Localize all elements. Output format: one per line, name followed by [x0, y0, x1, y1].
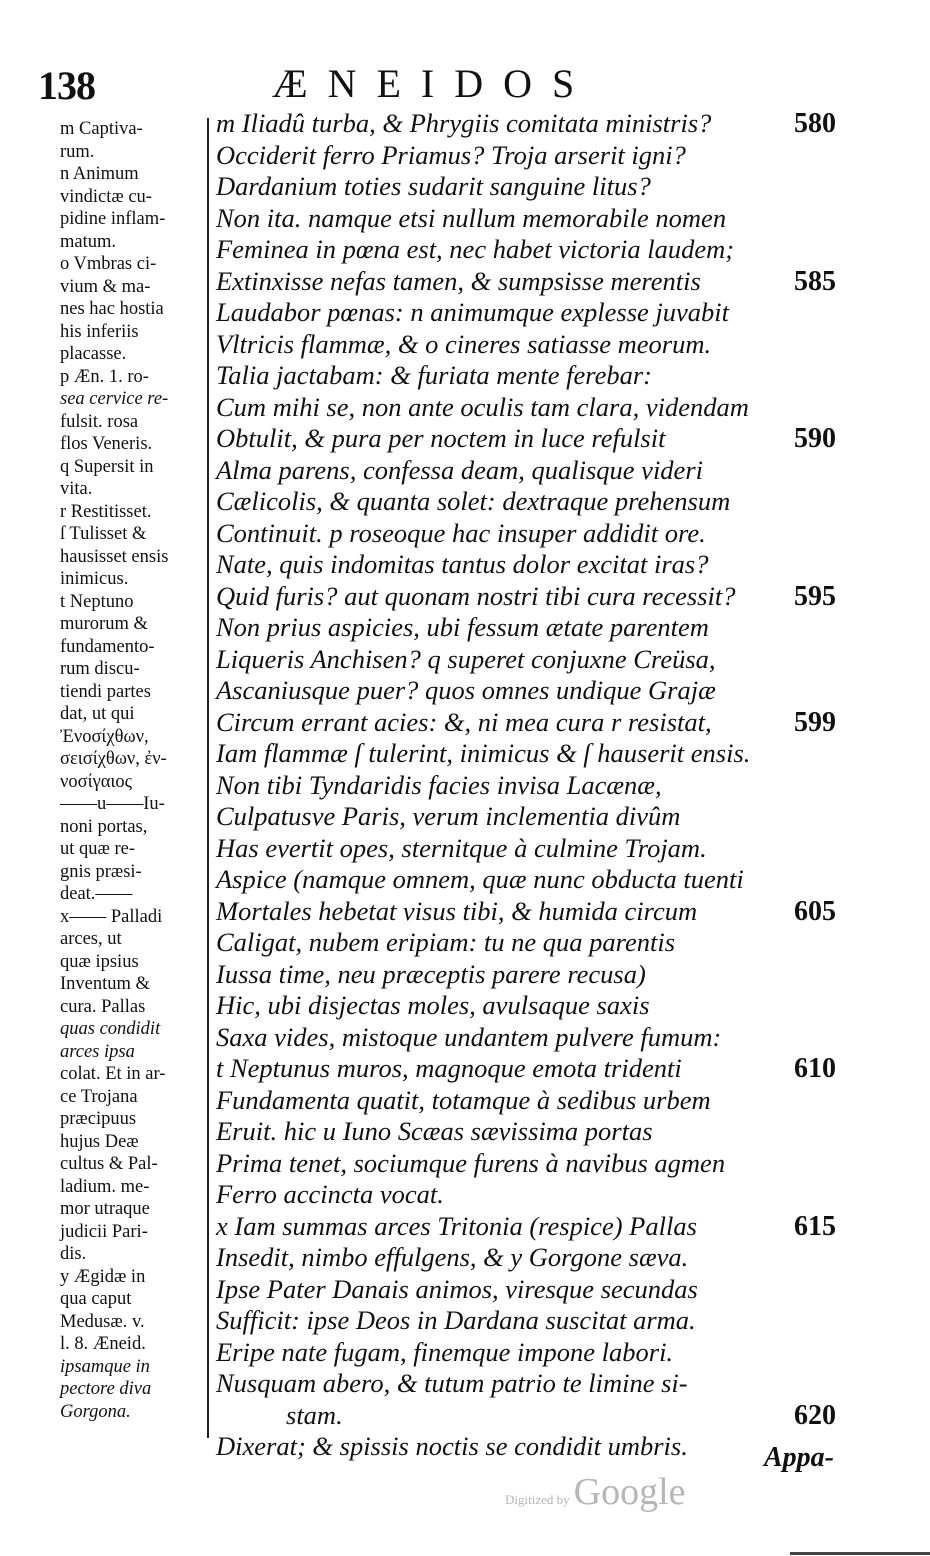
line-number [836, 1305, 846, 1337]
line-number [836, 360, 846, 392]
line-number [836, 1274, 846, 1306]
verse-line [216, 1053, 846, 1085]
verse-text: Nate, quis indomitas tantus dolor excitat iras? [216, 549, 709, 579]
line-number [836, 486, 846, 518]
margin-note-line: hausisset ensis [60, 546, 169, 567]
margin-note-line: x—— Palladi [60, 906, 163, 927]
verse-line [216, 1400, 846, 1432]
margin-note-line: vita. [60, 479, 93, 499]
margin-note-line: ipsamque in [60, 1356, 150, 1377]
bottom-edge-rule [790, 1552, 930, 1555]
verse-column [216, 108, 846, 1463]
verse-line [216, 1368, 846, 1400]
verse-text: Quid furis? aut quonam nostri tibi cura recessit? [216, 580, 736, 611]
margin-note-line: flos Veneris. [60, 434, 153, 454]
margin-note-line: r Restitisset. [60, 501, 152, 522]
margin-note-line: p Æn. 1. ro- [60, 366, 149, 387]
margin-note-line: fundamento- [60, 636, 155, 657]
margin-note-line: νοσίγαιος [60, 771, 132, 792]
verse-text: Laudabor pœnas: n animumque explesse juvabit [216, 297, 730, 327]
verse-text: Obtulit, & pura per noctem in luce refulsit [216, 423, 666, 453]
verse-line [216, 455, 846, 487]
verse-text: Alma parens, confessa deam, qualisque videri [216, 454, 703, 485]
verse-line [216, 896, 846, 928]
verse-line [216, 1085, 846, 1117]
margin-note-line: ladium. me- [60, 1176, 150, 1197]
margin-note-line: sea cervice re- [60, 389, 169, 409]
verse-text: Aspice (namque omnem, quæ nunc obducta tuenti [216, 864, 744, 894]
margin-note-line: l. 8. Æneid. [60, 1334, 146, 1354]
line-number [836, 1242, 846, 1274]
line-number [836, 959, 846, 991]
line-number [836, 392, 846, 424]
margin-note-line: noni portas, [60, 816, 148, 837]
verse-text: Iam flammæ ſ tulerint, inimicus & ſ hauserit ensis. [216, 738, 751, 768]
line-number [836, 455, 846, 487]
line-number: 605 [794, 895, 836, 927]
margin-note-line: t Neptuno [60, 591, 134, 612]
margin-note-line: n Animum [60, 164, 139, 184]
verse-line [216, 549, 846, 581]
margin-note-line: cultus & Pal- [60, 1154, 158, 1174]
margin-note-line: pidine inflam- [60, 209, 166, 229]
verse-line [216, 707, 846, 739]
verse-text: Cælicolis, & quanta solet: dextraque prehensum [216, 486, 731, 516]
margin-note-line: quas condidit [60, 1019, 161, 1039]
verse-line [216, 486, 846, 518]
line-number [836, 864, 846, 896]
verse-text: Mortales hebetat visus tibi, & humida circum [216, 895, 698, 926]
margin-note-line: Gorgona. [60, 1401, 131, 1422]
verse-line [216, 612, 846, 644]
verse-text: Non ita. namque etsi nullum memorabile nomen [216, 202, 727, 233]
margin-note-line: pectore diva [60, 1379, 152, 1399]
verse-line [216, 1337, 846, 1369]
verse-text: Iussa time, neu præceptis parere recusa) [216, 958, 646, 989]
verse-line [216, 234, 846, 266]
line-number: 595 [794, 580, 836, 612]
line-number: 590 [794, 423, 836, 454]
margin-note-line: dat, ut qui [60, 704, 135, 724]
verse-text: Ipse Pater Danais animos, viresque secundas [216, 1273, 698, 1304]
margin-note-line: Ἐνοσίχθων, [60, 726, 149, 747]
verse-line [216, 801, 846, 833]
margin-note-line: nes hac hostia [60, 299, 164, 319]
verse-line [216, 581, 846, 613]
verse-text: Dixerat; & spissis noctis se condidit umbris. [216, 1431, 688, 1461]
verse-text: Eruit. hic u Iuno Scæas sævissima portas [216, 1116, 653, 1146]
margin-note-line: arces ipsa [60, 1041, 135, 1062]
verse-line [216, 360, 846, 392]
line-number: 599 [794, 706, 836, 738]
verse-line [216, 833, 846, 865]
verse-text: Hic, ubi disjectas moles, avulsaque saxis [216, 990, 650, 1020]
line-number [836, 1085, 846, 1117]
line-number [836, 297, 846, 329]
verse-line [216, 1179, 846, 1211]
margin-note-line: deat.—— [60, 884, 133, 904]
margin-note-line: rum discu- [60, 659, 140, 679]
margin-note-line: ——u——Iu- [60, 794, 165, 814]
margin-note-line: judicii Pari- [60, 1221, 148, 1242]
margin-note-line: fulsit. rosa [60, 411, 139, 432]
verse-text: Feminea in pœna est, nec habet victoria laudem; [216, 234, 735, 264]
verse-line [216, 990, 846, 1022]
line-number [836, 801, 846, 833]
margin-note-line: Inventum & [60, 974, 150, 994]
line-number: 620 [794, 1399, 836, 1431]
line-number [836, 738, 846, 770]
verse-line [216, 203, 846, 235]
verse-text: x Iam summas arces Tritonia (respice) Pallas [216, 1210, 697, 1241]
line-number [836, 203, 846, 235]
watermark-prefix: Digitized by [505, 1492, 570, 1507]
margin-note-line: vium & ma- [60, 276, 151, 297]
margin-note-line: inimicus. [60, 569, 129, 589]
verse-line [216, 770, 846, 802]
verse-line [216, 140, 846, 172]
verse-line [216, 927, 846, 959]
margin-note-line: placasse. [60, 344, 127, 364]
verse-line [216, 864, 846, 896]
running-head: ÆNEIDOS [272, 61, 595, 106]
verse-text: stam. [286, 1399, 343, 1430]
line-number [836, 675, 846, 707]
verse-line [216, 1431, 846, 1463]
digitized-watermark [505, 1470, 686, 1514]
verse-line [216, 329, 846, 361]
margin-note-line: gnis præsi- [60, 861, 142, 882]
margin-note-line: matum. [60, 231, 117, 252]
line-number [836, 1368, 846, 1400]
verse-text: Continuit. p roseoque hac insuper addidit ore. [216, 517, 706, 548]
verse-text: Sufficit: ipse Deos in Dardana suscitat arma. [216, 1305, 696, 1335]
margin-note-line: hujus Deæ [60, 1131, 139, 1152]
line-number [836, 1179, 846, 1211]
line-number [836, 549, 846, 581]
verse-line [216, 266, 846, 298]
line-number [836, 1337, 846, 1369]
margin-note-line: ſ Tulisset & [60, 524, 147, 544]
margin-note-line: murorum & [60, 614, 148, 634]
line-number: 580 [794, 108, 836, 139]
margin-note-line: mor utraque [60, 1199, 150, 1219]
margin-note-line: y Ægidæ in [60, 1266, 146, 1287]
margin-note-line: tiendi partes [60, 681, 151, 702]
verse-text: Fundamenta quatit, totamque à sedibus urbem [216, 1084, 711, 1115]
line-number [836, 1022, 846, 1054]
verse-line [216, 108, 846, 140]
line-number [836, 1116, 846, 1148]
verse-text: Caligat, nubem eripiam: tu ne qua parentis [216, 927, 676, 957]
verse-text: Liqueris Anchisen? q superet conjuxne Creüsa, [216, 643, 716, 674]
verse-line [216, 959, 846, 991]
verse-line [216, 1116, 846, 1148]
margin-note-line: m Captiva- [60, 119, 143, 139]
verse-text: Vltricis flammæ, & o cineres satiasse meorum. [216, 328, 712, 359]
line-number [836, 990, 846, 1022]
verse-text: Saxa vides, mistoque undantem pulvere fumum: [216, 1021, 722, 1052]
line-number [836, 644, 846, 676]
margin-note-line: vindictæ cu- [60, 186, 152, 207]
line-number: 585 [794, 265, 836, 297]
verse-text: Has evertit opes, sternitque à culmine Trojam. [216, 832, 707, 863]
margin-note-line: q Supersit in [60, 456, 154, 477]
verse-line [216, 423, 846, 455]
verse-line [216, 1274, 846, 1306]
verse-text: Dardanium toties sudarit sanguine litus? [216, 171, 651, 201]
verse-text: Ascaniusque puer? quos omnes undique Grajæ [216, 675, 716, 705]
verse-text: Occiderit ferro Priamus? Troja arserit igni? [216, 139, 686, 170]
verse-text: Extinxisse nefas tamen, & sumpsisse merentis [216, 265, 701, 296]
line-number [836, 1148, 846, 1180]
watermark-brand: Google [573, 1471, 686, 1513]
line-number: 615 [794, 1210, 836, 1242]
margin-note-line: dis. [60, 1244, 87, 1264]
verse-text: Talia jactabam: & furiata mente ferebar: [216, 360, 652, 390]
verse-line [216, 1211, 846, 1243]
margin-note-line: quæ ipsius [60, 951, 139, 972]
margin-note-line: colat. Et in ar- [60, 1064, 166, 1084]
verse-text: Cum mihi se, non ante oculis tam clara, videndam [216, 391, 749, 422]
line-number [836, 927, 846, 959]
line-number [836, 1431, 846, 1463]
verse-line [216, 644, 846, 676]
margin-notes [60, 118, 210, 1423]
line-number: 610 [794, 1053, 836, 1084]
margin-note-line: ut quæ re- [60, 839, 136, 859]
verse-text: t Neptunus muros, magnoque emota tridenti [216, 1053, 682, 1083]
verse-text: Ferro accincta vocat. [216, 1179, 444, 1209]
verse-text: Non prius aspicies, ubi fessum ætate parentem [216, 612, 709, 642]
verse-text: Non tibi Tyndaridis facies invisa Lacænæ, [216, 769, 662, 800]
verse-line [216, 392, 846, 424]
verse-line [216, 518, 846, 550]
margin-note-line: rum. [60, 141, 95, 162]
margin-note-line: his inferiis [60, 321, 139, 342]
line-number [836, 612, 846, 644]
verse-line [216, 1242, 846, 1274]
verse-line [216, 1148, 846, 1180]
verse-text: Nusquam abero, & tutum patrio te limine si- [216, 1368, 688, 1398]
verse-text: Circum errant acies: &, ni mea cura r resistat, [216, 706, 712, 737]
margin-note-line: σεισίχθων, ἐν- [60, 749, 167, 769]
verse-line [216, 1305, 846, 1337]
line-number [836, 833, 846, 865]
margin-note-line: cura. Pallas [60, 996, 146, 1017]
margin-note-line: arces, ut [60, 929, 122, 949]
line-number [836, 234, 846, 266]
verse-line [216, 297, 846, 329]
verse-text: Culpatusve Paris, verum inclementia divûm [216, 801, 681, 831]
verse-text: Insedit, nimbo effulgens, & y Gorgone sæva. [216, 1242, 689, 1272]
margin-note-line: qua caput [60, 1289, 132, 1309]
verse-line [216, 171, 846, 203]
margin-note-line: præcipuus [60, 1109, 137, 1129]
margin-note-line: Medusæ. v. [60, 1311, 145, 1332]
line-number [836, 518, 846, 550]
verse-text: m Iliadû turba, & Phrygiis comitata ministris? [216, 108, 712, 138]
line-number [836, 140, 846, 172]
line-number [836, 171, 846, 203]
verse-line [216, 738, 846, 770]
verse-text: Prima tenet, sociumque furens à navibus agmen [216, 1147, 726, 1178]
verse-line [216, 675, 846, 707]
line-number [836, 329, 846, 361]
verse-line [216, 1022, 846, 1054]
margin-note-line: ce Trojana [60, 1086, 138, 1107]
line-number [836, 770, 846, 802]
margin-note-line: o Vmbras ci- [60, 254, 157, 274]
verse-text: Eripe nate fugam, finemque impone labori. [216, 1336, 674, 1367]
page-number: 138 [38, 63, 95, 108]
catchword: Appa- [764, 1442, 834, 1473]
